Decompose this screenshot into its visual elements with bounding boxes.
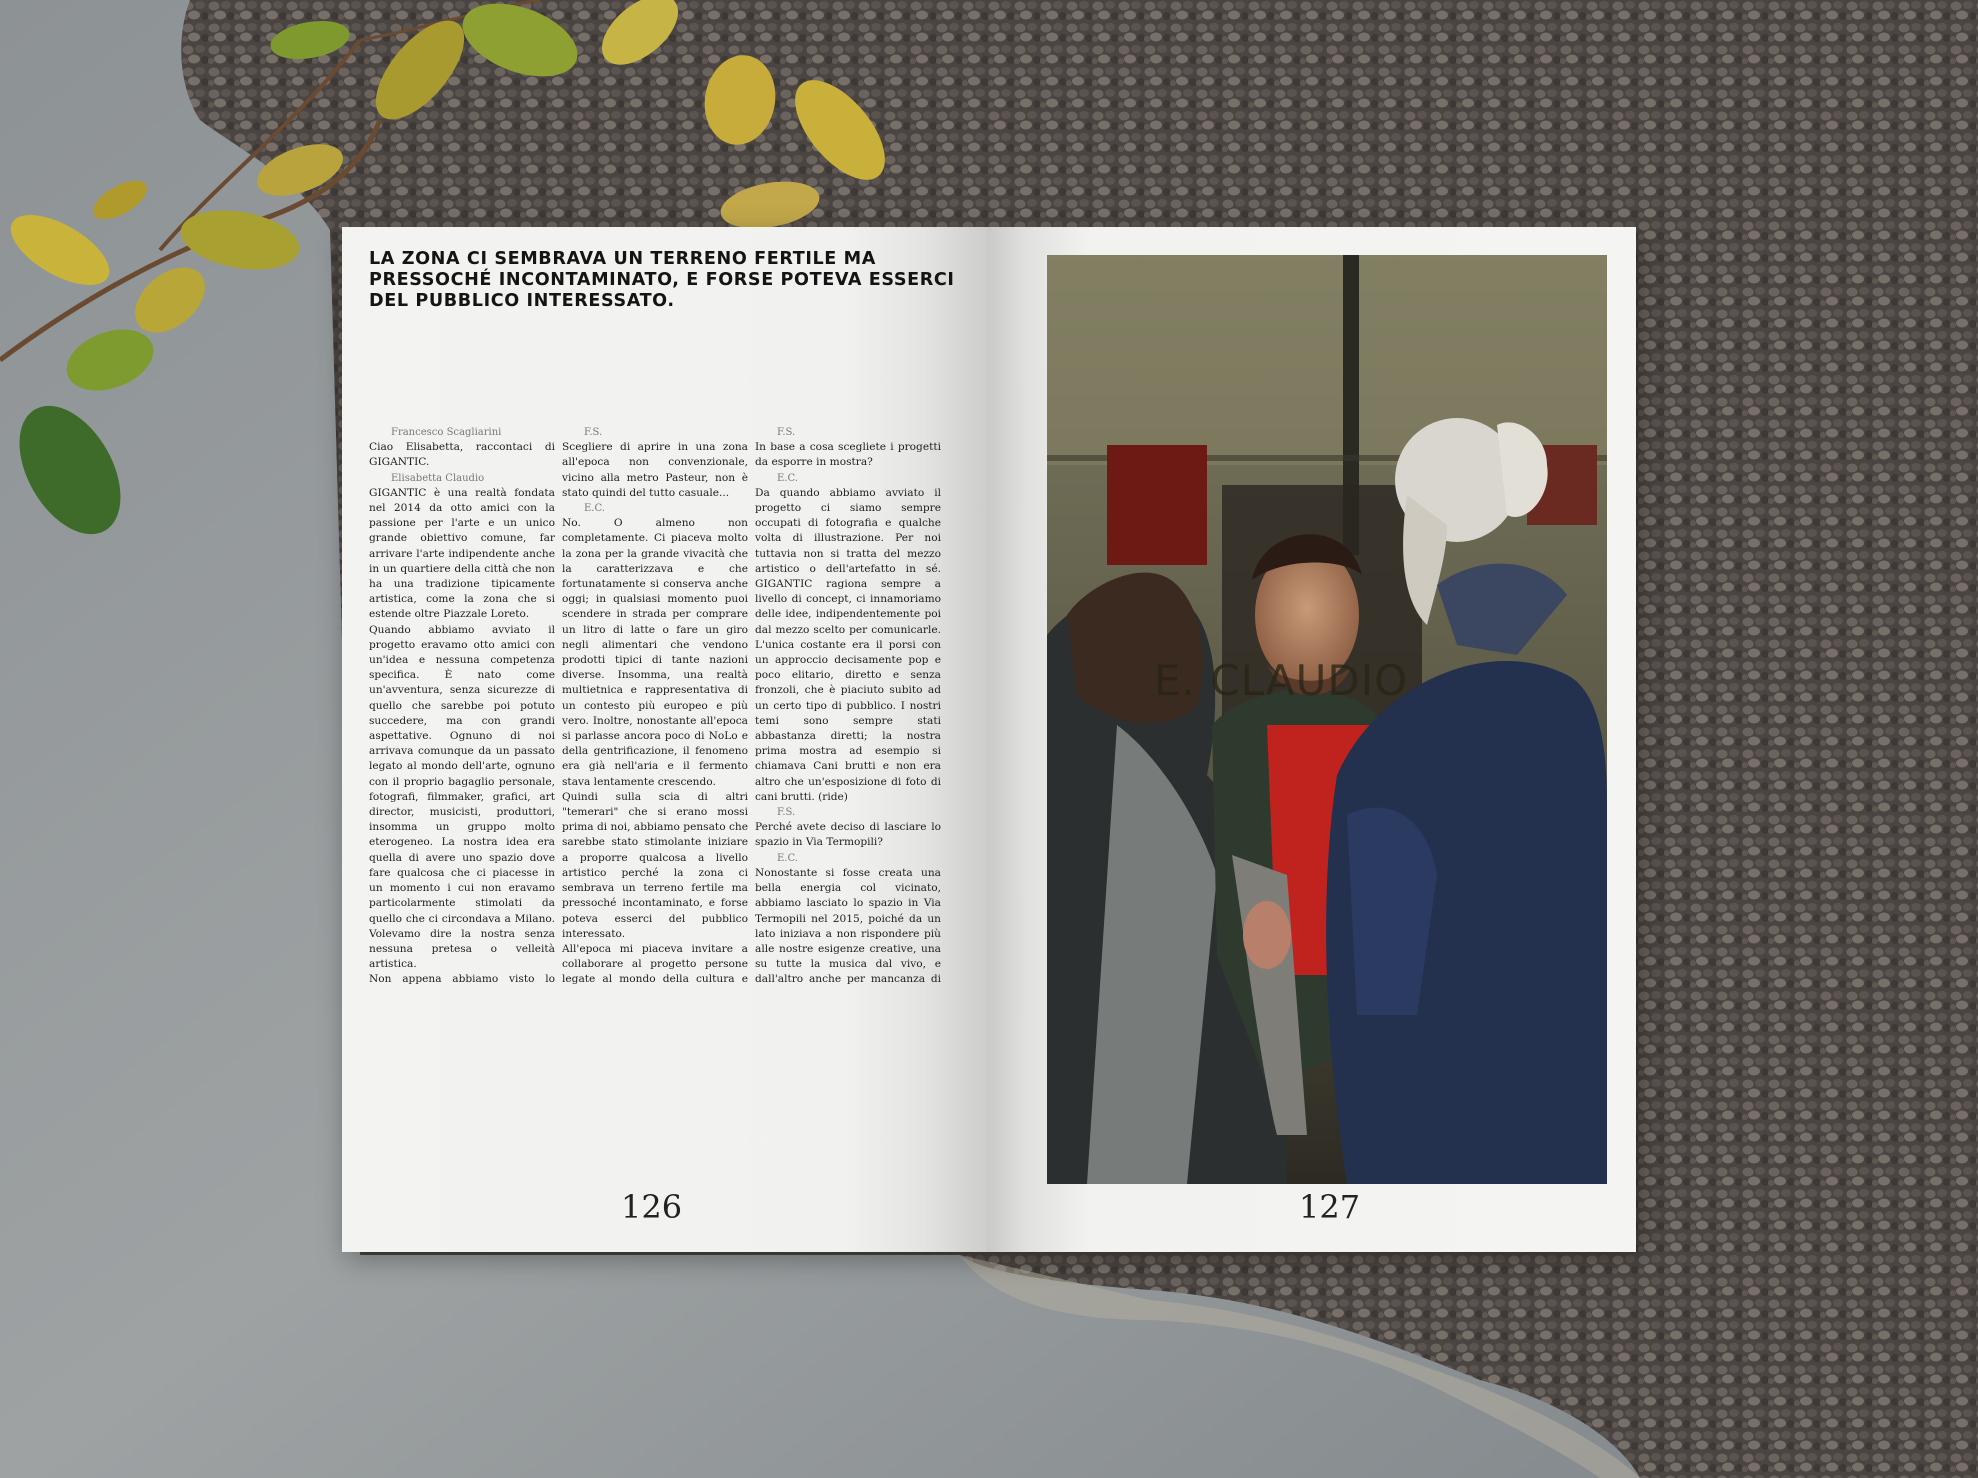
speaker-label: E.C.: [777, 852, 798, 864]
pull-quote-headline: LA ZONA CI SEMBRAVA UN TERRENO FERTILE MA PRESSOCHÉ INCONTAMINATO, E FORSE POTEVA ESSERCI DEL PUBBLICO INTERESSATO.: [369, 249, 955, 311]
speaker-label: F.S.: [777, 807, 796, 819]
left-page: [342, 227, 987, 1252]
interview-answer: All'epoca mi piaceva invitare a collaborare al progetto persone legate al mondo della cultura e: [562, 942, 748, 985]
show-through-text: [482, 325, 962, 343]
speaker-label: Elisabetta Claudio: [391, 472, 485, 484]
text-column-3: [755, 425, 941, 985]
interview-answer: Quindi sulla scia di altri "temerari" che si erano mossi prima di noi, abbiamo pensato che sarebbe stato stimolante iniziare a proporre qualcosa a livello artistico perché la zona ci sembrava un terreno fertile ma pressoché incontaminato, e forse poteva esserci del pubblico interessato.: [562, 790, 748, 940]
interview-question: Ciao Elisabetta, raccontaci di GIGANTIC.: [369, 441, 555, 469]
interview-answer: Non appena abbiamo visto lo: [369, 973, 555, 985]
interview-answer: GIGANTIC è una realtà fondata nel 2014 da otto amici con la passione per l'arte e un unico grande obiettivo comune, far arrivare l'arte indipendente anche in un quartiere della città che non ha una tradizione tipicamente artistica, come la zona che si estende oltre Piazzale Loreto.: [369, 486, 555, 621]
speaker-label: F.S.: [584, 427, 603, 438]
speaker-label: E.C.: [584, 503, 605, 515]
interview-answer: Da quando abbiamo avviato il progetto ci siamo sempre occupati di fotografia e qualche volta di illustrazione. Per noi tuttavia non si tratta del mezzo artistico o dell'artefatto in sé. GIGANTIC ragiona sempre a livello di concept, ci innamoriamo delle idee, indipendentemente poi dal mezzo scelto per comunicarle. L'unica costante era il porsi con un approccio decisamente pop e poco elitario, diretto e senza fronzoli, che è piaciuto subito ad un certo tipo di pubblico. I nostri temi sono sempre stati abbastanza diretti; la nostra prima mostra ad esempio si chiamava Cani brutti e non era altro che un'esposizione di foto di cani brutti. (ride): [755, 486, 941, 803]
page-number-right: 127: [1299, 1188, 1361, 1226]
text-column-2: [562, 425, 748, 985]
interview-answer: Nonostante si fosse creata una bella energia col vicinato, abbiamo lasciato lo spazio in Via Termopili nel 2015, poiché da un lato iniziava a non rispondere più alle nostre esigenze creative, una su tutte la musica dal vivo, e dall'altro anche per mancanza di: [755, 866, 941, 985]
interview-question: Perché avete deciso di lasciare lo spazio in Via Termopili?: [755, 821, 941, 849]
text-column-1: [369, 425, 555, 985]
speaker-label: E.C.: [777, 472, 798, 484]
interview-question: In base a cosa scegliete i progetti da esporre in mostra?: [755, 441, 941, 469]
page-number-left: 126: [621, 1188, 683, 1226]
photo-caption-overlay: E. CLAUDIO: [1154, 656, 1409, 705]
interview-answer: No. O almeno non completamente. Ci piaceva molto la zona per la grande vivacità che la caratterizzava e che fortunatamente si conserva anche oggi; in qualsiasi momento puoi scendere in strada per comprare un litro di latte o fare un giro negli alimentari che vendono prodotti tipici di tante nazioni diverse. Insomma, una realtà multietnica e rappresentativa di un contesto più europeo e più vero. Inoltre, nonostante all'epoca si parlasse ancora poco di NoLo e della gentrificazione, il fenomeno era già nell'aria e il fermento stava lentamente crescendo.: [562, 517, 748, 788]
event-photo: [1047, 255, 1607, 1184]
speaker-label: F.S.: [777, 427, 796, 438]
interview-answer: Quando abbiamo avviato il progetto eravamo otto amici con un'idea e nessuna competenza specifica. È nato come un'avventura, senza sicurezze di quello che sarebbe poi potuto succedere, ma con grandi aspettative. Ognuno di noi arrivava comunque da un passato legato al mondo dell'arte, ognuno con il proprio bagaglio personale, fotografi, filmmaker, grafici, art director, musicisti, produttori, insomma un gruppo molto eterogeneo. La nostra idea era quella di avere uno spazio dove fare qualcosa che ci piacesse in un momento i cui non eravamo particolarmente stimolati da quello che ci circondava a Milano. Volevamo dire la nostra senza nessuna pretesa o velleità artistica.: [369, 623, 555, 971]
interview-question: Scegliere di aprire in una zona all'epoca non convenzionale, vicino alla metro Pasteur, non è stato quindi del tutto casuale...: [562, 441, 748, 499]
speaker-label: Francesco Scagliarini: [391, 427, 502, 438]
